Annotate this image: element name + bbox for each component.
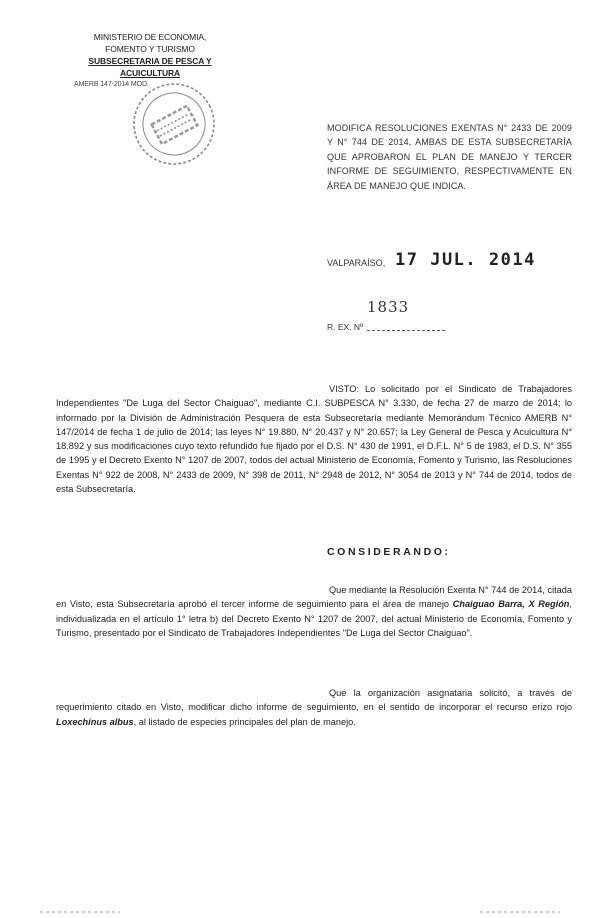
- considerando-paragraph-1: [56, 583, 572, 640]
- considerando-paragraph-2: [56, 686, 572, 729]
- resolution-number-line: [367, 330, 445, 331]
- issue-date: 17 JUL. 2014: [395, 250, 536, 270]
- considerando-2-species-name: Loxechinus albus: [56, 716, 134, 727]
- letterhead-reference: AMERB 147-2014 MOD.: [74, 81, 149, 88]
- scan-footer-artifact: [0, 906, 600, 918]
- considerando-heading: CONSIDERANDO:: [327, 546, 451, 558]
- letterhead-ministry: MINISTERIO DE ECONOMIA,: [93, 32, 207, 42]
- visto-paragraph: VISTO: Lo solicitado por el Sindicato de Trabajadores Independientes "De Luga del Sector Chaiguao", mediante C.I. SUBPESCA N° 3.330, de fecha 27 de marzo de 2014; lo informado por la División de Administración Pesquera de esta Subsecretaría mediante Memorándum Técnico AMERB N° 147/2014 de fecha 1 de julio de 2014; las leyes N° 19.880, N° 20.437 y N° 20.657; la Ley General de Pesca y Acuicultura N° 18.892 y sus modificaciones cuyo texto refundido fue fijado por el D.S. N° 430 de 1991, el D.F.L. N° 5 de 1983, el D.S. N° 355 de 1995 y el Decreto Exento N° 1207 de 2007, todos del actual Ministerio de Economía, Fomento y Turismo, las Resoluciones Exentas N° 922 de 2008, N° 2433 de 2009, N° 398 de 2011, N° 2948 de 2012, N° 3054 de 2013 y N° 744 de 2014, todos de esta Subsecretaría.: [56, 384, 572, 495]
- document-subject: MODIFICA RESOLUCIONES EXENTAS N° 2433 DE 2009 Y N° 744 DE 2014, AMBAS DE ESTA SUBSECRETARÍA QUE APROBARON EL PLAN DE MANEJO Y TERCER INFORME DE SEGUIMIENTO, RESPECTIVAMENTE EN ÁREA DE MANEJO QUE INDICA.: [327, 123, 572, 191]
- considerando-1-text-a: Que mediante la Resolución Exenta N° 744 de 2014, citada en Visto, esta Subsecretaría aprobó el tercer informe de seguimiento para el área de manejo: [56, 585, 572, 610]
- considerando-2-text-b: , al listado de especies principales del plan de manejo.: [133, 716, 356, 727]
- letterhead-ministry-2: FOMENTO Y TURISMO: [105, 44, 195, 54]
- resolution-label: [327, 322, 445, 332]
- resolution-label-text: R. EX. Nº: [327, 322, 364, 332]
- considerando-1-text-b: , individualizada en el artículo 1° letra b) del Decreto Exento N° 1207 de 2007, del actual Ministerio de Economía, Fomento y Turismo, presentado por el Sindicato de Trabajadores Independientes "De Luga del Sector Chaiguao".: [56, 599, 572, 638]
- resolution-number: 1833: [367, 298, 410, 316]
- letterhead-subsecretaria: SUBSECRETARIA DE PESCA Y ACUICULTURA: [88, 56, 212, 78]
- considerando-1-area-name: Chaiguao Barra, X Región: [452, 599, 570, 610]
- place-label: VALPARAÍSO,: [327, 258, 386, 268]
- official-stamp: [130, 80, 218, 168]
- considerando-2-text-a: Que la organización asignataria solicitó, a través de requerimiento citado en Visto, modificar dicho informe de seguimiento, en el sentido de incorporar el recurso erizo rojo: [56, 688, 572, 713]
